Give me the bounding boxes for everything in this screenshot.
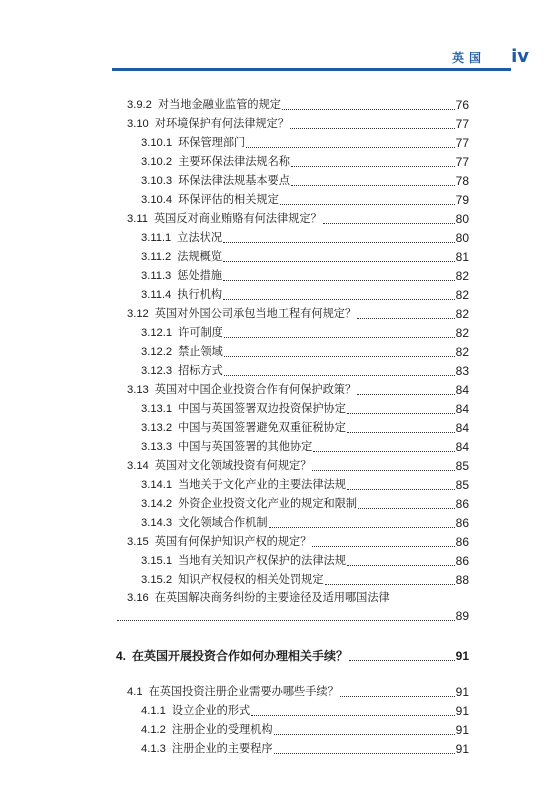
dot-leader (117, 620, 455, 621)
toc-entry-page: 79 (455, 193, 469, 207)
toc-entry[interactable] (141, 151, 469, 169)
toc-entry-wrapped-leader-line[interactable] (116, 605, 469, 623)
dot-leader (282, 109, 455, 110)
toc-entry-page: 85 (455, 459, 469, 473)
toc-entry-page: 78 (455, 174, 469, 188)
toc-entry-number: 4. (116, 649, 127, 663)
dot-leader (224, 337, 455, 338)
toc-entry-page: 83 (455, 364, 469, 378)
dot-leader (291, 166, 455, 167)
toc-entry-title: 主要环保法律法规名称 (178, 155, 290, 168)
toc-entry-title: 知识产权侵权的相关处罚规定 (178, 573, 324, 586)
toc-entry-title: 英国有何保护知识产权的规定？ (154, 535, 312, 548)
toc-entry-page: 86 (455, 516, 469, 530)
toc-entry-page: 80 (455, 231, 469, 245)
dot-leader (325, 584, 455, 585)
toc-entry[interactable] (141, 436, 469, 454)
toc-entry-number: 3.13.3 (141, 441, 173, 453)
toc-entry-number: 3.14.3 (141, 517, 173, 529)
toc-entry[interactable] (141, 719, 469, 737)
toc-entry[interactable] (141, 246, 469, 264)
header-country: 英国 (451, 51, 486, 65)
toc-entry[interactable] (127, 681, 469, 699)
toc-entry-page: 84 (455, 421, 469, 435)
toc-entry-number: 3.12.3 (141, 365, 173, 377)
running-header (0, 40, 559, 72)
toc-entry-title: 执行机构 (177, 288, 223, 301)
toc-entry-page: 77 (455, 117, 469, 131)
toc-entry[interactable] (141, 700, 469, 718)
toc-entry-title: 中国与英国签署的其他协定 (178, 440, 313, 453)
toc-entry-title: 文化领域合作机制 (178, 516, 268, 529)
toc-entry[interactable] (141, 132, 469, 150)
toc-entry[interactable] (141, 512, 469, 530)
toc-entry-page: 91 (455, 723, 469, 737)
toc-entry-page: 88 (455, 573, 469, 587)
toc-entry-title: 环保管理部门 (178, 136, 246, 149)
toc-entry-page: 84 (455, 383, 469, 397)
toc-entry-title: 在英国解决商务纠纷的主要途径及适用哪国法律 (154, 591, 390, 604)
dot-leader (291, 185, 455, 186)
dot-leader (280, 204, 455, 205)
toc-entry-title: 法规概览 (177, 250, 223, 263)
toc-entry[interactable] (127, 455, 469, 473)
toc-entry-title: 在英国开展投资合作如何办理相关手续？ (132, 649, 349, 663)
toc-entry-title: 外资企业投资文化产业的规定和限制 (178, 497, 358, 510)
dot-leader (246, 147, 454, 148)
toc-entry-number: 3.16 (127, 592, 149, 604)
toc-entry-title: 在英国投资注册企业需要办哪些手续？ (148, 685, 339, 698)
toc-entry[interactable] (127, 113, 469, 131)
toc-entry-title: 英国对外国公司承包当地工程有何规定？ (154, 307, 357, 320)
toc-entry-number: 4.1.3 (141, 743, 166, 755)
dot-leader (349, 660, 455, 661)
dot-leader (340, 696, 455, 697)
toc-entry-page: 82 (455, 345, 469, 359)
toc-entry-number: 3.10.1 (141, 137, 173, 149)
toc-entry-number: 3.10.3 (141, 175, 173, 187)
toc-entry[interactable] (127, 531, 469, 549)
toc-entry-number: 4.1.1 (141, 705, 166, 717)
toc-entry[interactable] (141, 493, 469, 511)
dot-leader (223, 261, 455, 262)
toc-entry-number: 3.11.1 (141, 232, 172, 244)
toc-entry-page: 85 (455, 478, 469, 492)
toc-entry[interactable] (141, 474, 469, 492)
toc-entry-page: 91 (455, 685, 469, 699)
toc-entry-page: 82 (455, 307, 469, 321)
toc-entry-number: 4.1.2 (141, 724, 166, 736)
toc-entry-number: 3.10 (127, 118, 149, 130)
toc-entry-title: 对环境保护有何法律规定？ (154, 117, 290, 130)
toc-entry[interactable] (141, 341, 469, 359)
dot-leader (224, 375, 455, 376)
toc-entry[interactable] (141, 550, 469, 568)
toc-entry-title: 惩处措施 (177, 269, 223, 282)
toc-entry-number: 3.11.2 (141, 251, 172, 263)
toc-entry-title: 中国与英国签署避免双重征税协定 (178, 421, 346, 434)
toc-entry-page: 89 (455, 609, 469, 623)
toc-entry-title: 对当地金融业监管的规定 (157, 98, 281, 111)
toc-entry-number: 4.1 (127, 686, 143, 698)
toc-entry-title: 英国反对商业贿赂有何法律规定？ (153, 212, 322, 225)
toc-entry[interactable] (127, 208, 469, 226)
toc-entry-number: 3.13 (127, 384, 149, 396)
toc-chapter-entry[interactable] (116, 645, 469, 663)
toc-entry[interactable] (141, 569, 469, 587)
toc-entry[interactable] (127, 94, 469, 112)
toc-entry-number: 3.11 (127, 213, 148, 225)
toc-entry-wrapped-title[interactable] (127, 589, 469, 605)
toc-entry-page: 84 (455, 440, 469, 454)
toc-entry-number: 3.10.4 (141, 194, 173, 206)
toc-entry[interactable] (141, 398, 469, 416)
dot-leader (312, 546, 454, 547)
dot-leader (347, 413, 455, 414)
dot-leader (358, 508, 455, 509)
toc-entry-title: 招标方式 (178, 364, 223, 377)
toc-entry-title: 注册企业的受理机构 (171, 723, 273, 736)
dot-leader (223, 299, 455, 300)
toc-entry-number: 3.14.1 (141, 479, 173, 491)
dot-leader (357, 318, 454, 319)
toc-entry-page: 82 (455, 326, 469, 340)
toc-entry-page: 77 (455, 136, 469, 150)
dot-leader (274, 734, 455, 735)
toc-entry-page: 91 (455, 649, 469, 663)
header-page-number: iv (511, 46, 529, 67)
toc-entry[interactable] (127, 303, 469, 321)
dot-leader (223, 280, 455, 281)
dot-leader (224, 356, 455, 357)
toc-entry-title: 立法状况 (177, 231, 223, 244)
dot-leader (223, 242, 455, 243)
toc-entry-title: 当地有关知识产权保护的法律法规 (178, 554, 346, 567)
toc-entry-number: 3.11.4 (141, 289, 172, 301)
toc-entry-title: 设立企业的形式 (171, 704, 251, 717)
toc-entry-title: 许可制度 (178, 326, 223, 339)
toc-entry-page: 91 (455, 742, 469, 756)
toc-entry-number: 3.13.1 (141, 403, 173, 415)
dot-leader (357, 394, 454, 395)
dot-leader (347, 432, 455, 433)
toc-entry[interactable] (127, 379, 469, 397)
toc-entry-number: 3.13.2 (141, 422, 173, 434)
toc-entry-number: 3.15.2 (141, 574, 173, 586)
toc-entry-page: 84 (455, 402, 469, 416)
dot-leader (313, 451, 454, 452)
toc-entry-page: 80 (455, 212, 469, 226)
dot-leader (323, 223, 455, 224)
toc-entry[interactable] (141, 170, 469, 188)
toc-entry-number: 3.15.1 (141, 555, 173, 567)
toc-entry-page: 86 (455, 554, 469, 568)
toc-entry-title: 环保评估的相关规定 (178, 193, 279, 206)
toc-entry[interactable] (141, 189, 469, 207)
toc-entry-number: 3.12 (127, 308, 149, 320)
toc-entry[interactable] (141, 322, 469, 340)
toc-entry[interactable] (141, 284, 469, 302)
toc-entry-number: 3.12.2 (141, 346, 173, 358)
toc-entry-title: 英国对文化领域投资有何规定？ (154, 459, 312, 472)
toc-entry-page: 82 (455, 269, 469, 283)
dot-leader (269, 527, 455, 528)
dot-leader (347, 489, 455, 490)
header-rule (112, 68, 511, 71)
toc-entry-page: 86 (455, 497, 469, 511)
toc-entry[interactable] (141, 360, 469, 378)
toc-entry-page: 82 (455, 288, 469, 302)
toc-entry[interactable] (141, 417, 469, 435)
toc-entry-page: 81 (455, 250, 469, 264)
toc-entry-page: 76 (455, 98, 469, 112)
toc-entry-title: 中国与英国签署双边投资保护协定 (178, 402, 346, 415)
toc-entry-page: 86 (455, 535, 469, 549)
dot-leader (290, 128, 455, 129)
toc-entry-title: 英国对中国企业投资合作有何保护政策？ (154, 383, 357, 396)
toc-entry[interactable] (141, 227, 469, 245)
toc-entry-number: 3.14.2 (141, 498, 173, 510)
toc-entry-number: 3.15 (127, 536, 149, 548)
toc-entry-number: 3.10.2 (141, 156, 173, 168)
toc-entry-number: 3.11.3 (141, 270, 172, 282)
toc-entry-title: 环保法律法规基本要点 (178, 174, 290, 187)
toc-entry-title: 注册企业的主要程序 (171, 742, 273, 755)
toc-entry-page: 91 (455, 704, 469, 718)
toc-entry-title: 禁止领域 (178, 345, 223, 358)
toc-entry-number: 3.9.2 (127, 99, 152, 111)
toc-entry-number: 3.14 (127, 460, 149, 472)
toc-entry-number: 3.12.1 (141, 327, 173, 339)
dot-leader (312, 470, 454, 471)
dot-leader (274, 753, 455, 754)
dot-leader (251, 715, 454, 716)
toc-entry[interactable] (141, 265, 469, 283)
toc-entry-title: 当地关于文化产业的主要法律法规 (178, 478, 346, 491)
toc-entry-page: 77 (455, 155, 469, 169)
dot-leader (347, 565, 455, 566)
toc-entry[interactable] (141, 738, 469, 756)
